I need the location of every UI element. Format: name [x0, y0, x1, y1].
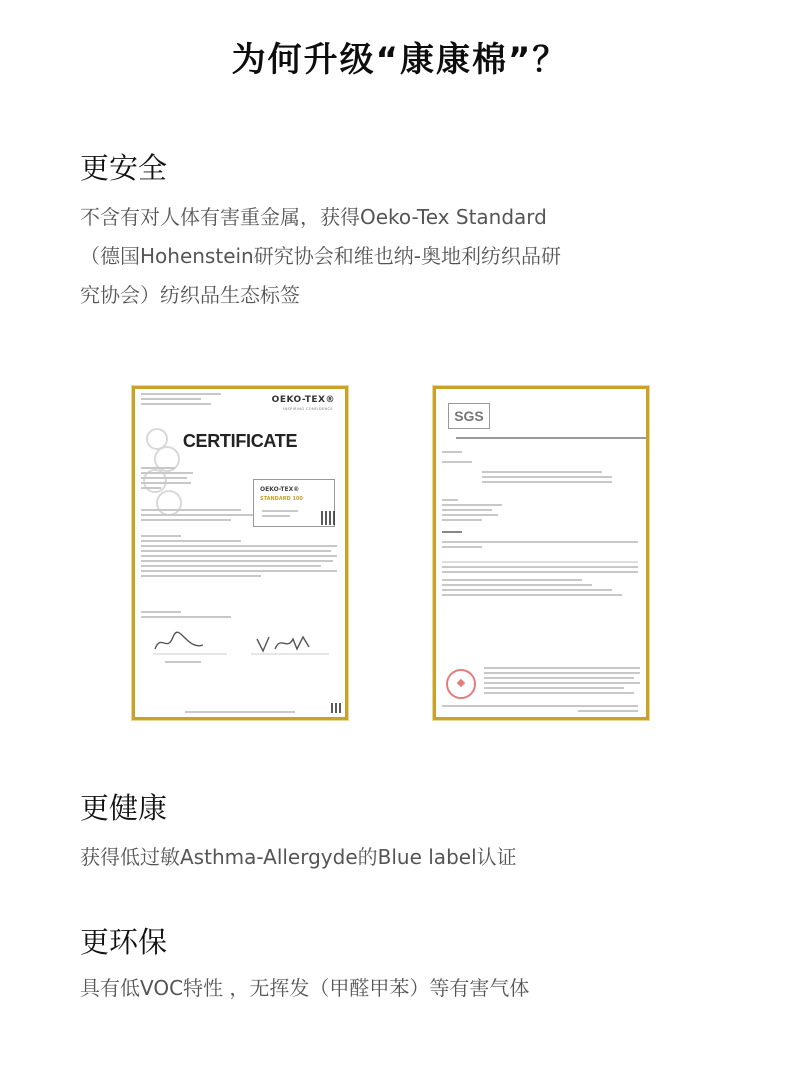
report-footer: [442, 705, 642, 715]
report-disclaimer: [484, 667, 644, 697]
page-title: 为何升级“康康棉”？: [231, 40, 569, 80]
standard-fineprint: [262, 510, 302, 520]
signature-names: [165, 661, 325, 666]
body-line: 获得低过敏Asthma-Allergyde的Blue label认证: [80, 845, 517, 869]
report-test-method: [442, 531, 642, 551]
body-line: 具有低VOC特性 ，无挥发（甲醛甲苯）等有害气体: [80, 976, 530, 1000]
body-line: 究协会）纺织品生态标签: [80, 283, 300, 307]
signatures-image: [147, 627, 337, 657]
report-sample-info: [442, 451, 642, 486]
oeko-tex-tagline: INSPIRING CONFIDENCE: [283, 407, 333, 411]
body-line: （德国Hohenstein研究协会和维也纳-奥地利纺织品研: [80, 244, 561, 268]
header-fineprint: [141, 393, 221, 408]
certificate-scope-text: [141, 535, 341, 580]
certificate-body-text: [141, 509, 261, 524]
red-seal-stamp-icon: [446, 669, 476, 699]
certificate-date-text: [141, 611, 261, 621]
section-heading-safety: 更安全: [80, 151, 168, 185]
oeko-tex-logo: OEKO-TEX®: [271, 395, 335, 405]
standard-logo: OEKO-TEX®: [260, 486, 300, 493]
standard-name: STANDARD 100: [260, 496, 303, 502]
certificate-heading: CERTIFICATE: [182, 431, 298, 451]
report-header-text: [456, 437, 646, 442]
section-body-health: [80, 838, 680, 877]
report-remarks: [442, 579, 642, 599]
footer-fineprint: [185, 711, 305, 716]
section-body-eco: [80, 969, 680, 1008]
section-body-safety: [80, 198, 680, 315]
holder-fineprint: [141, 467, 201, 492]
qr-code-icon: [321, 511, 335, 525]
section-heading-health: 更健康: [80, 791, 168, 825]
oeko-tex-certificate-image: [132, 386, 348, 720]
report-notes: [442, 499, 642, 524]
sgs-logo: SGS: [448, 403, 490, 429]
report-results-table: [442, 561, 642, 576]
qr-code-icon: [331, 703, 341, 713]
sgs-report-image: [433, 386, 649, 720]
section-heading-eco: 更环保: [80, 925, 168, 959]
body-line: 不含有对人体有害重金属，获得Oeko-Tex Standard: [80, 205, 547, 229]
